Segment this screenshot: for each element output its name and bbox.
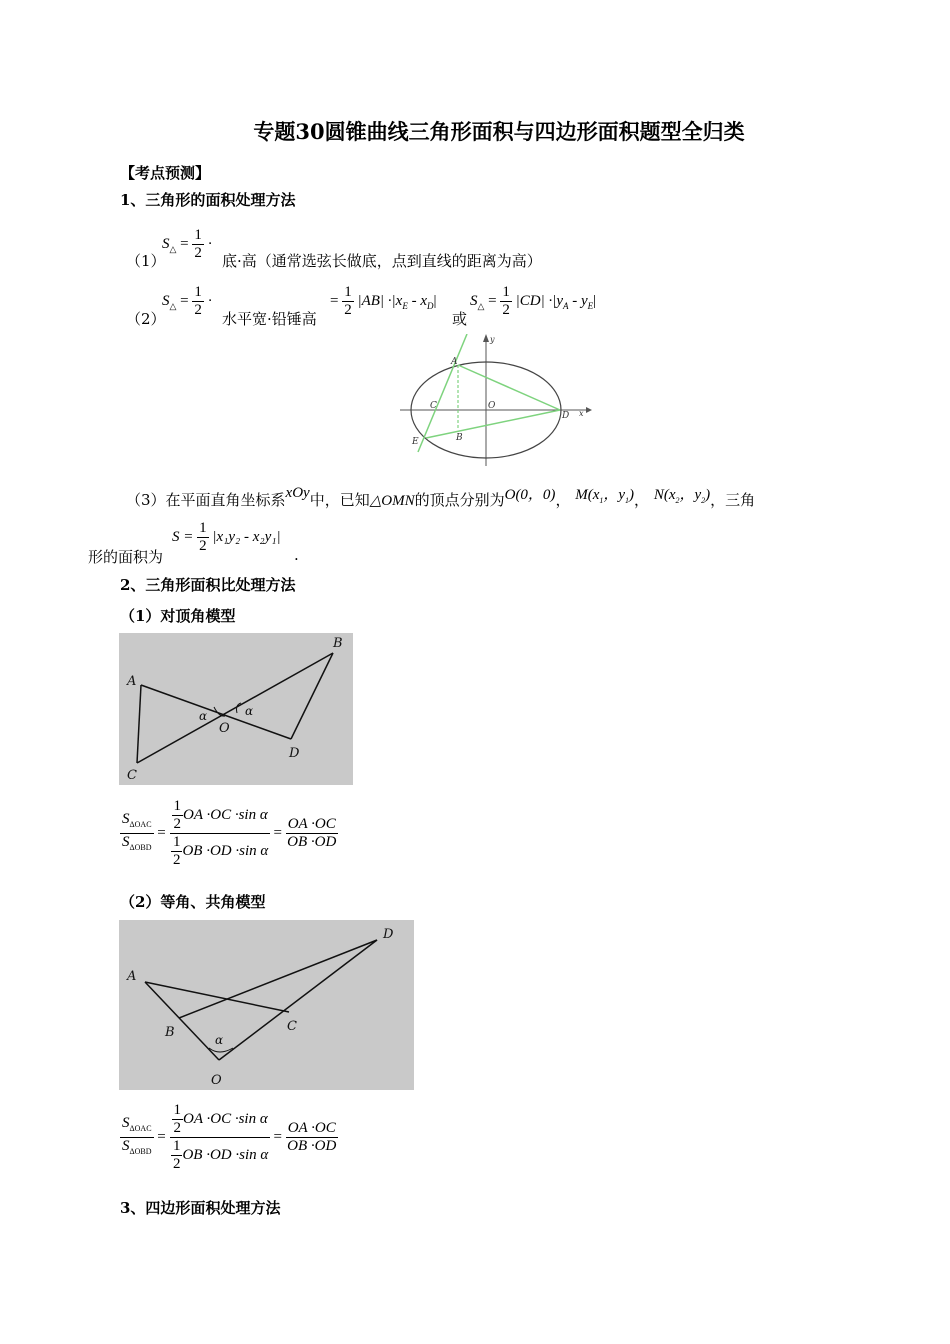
section-heading: 【考点预测】: [120, 164, 211, 182]
svg-text:B: B: [165, 1025, 175, 1040]
period: .: [294, 546, 299, 564]
svg-text:B: B: [333, 636, 343, 651]
label-x: x: [579, 409, 584, 418]
xoy: xOy: [285, 485, 310, 501]
sub-equal-angle: （2）等角、共角模型: [120, 893, 266, 911]
svg-text:O: O: [211, 1073, 222, 1088]
point-o: O(0，0): [504, 487, 556, 503]
svg-text:C: C: [287, 1019, 297, 1034]
svg-text:A: A: [127, 969, 137, 984]
label-D: D: [562, 411, 570, 421]
ratio-formula-1: $\frac{S_{\Delta OAC}}{S_{\Delta OBD}}$ = $\frac{1}{2}$ OA ·OC ·sin α $\frac{1}{2}$ OB ·OD ·sin α = $\frac{OA \cdot OC}{OB \cdot OD}$: [122, 798, 337, 868]
heading-triangle-area: 1、三角形的面积处理方法: [120, 191, 296, 209]
item3-formula: S = $\frac{1}{2}$ |x₁y₂ - x₂y₁|: [172, 520, 281, 554]
sub-vertical-angle: （1）对顶角模型: [120, 607, 236, 625]
point-m: $M(x_1$，$y_1$): [575, 487, 635, 505]
item3-line2: 形的面积为: [88, 548, 164, 566]
svg-text:α: α: [245, 704, 254, 718]
svg-text:α: α: [199, 709, 208, 723]
svg-text:O: O: [219, 721, 230, 736]
ellipse-figure: [396, 334, 592, 472]
ratio-formula-2: $\frac{S_{\Delta OAC}}{S_{\Delta OBD}}$ = $\frac{1}{2}$ OA ·OC ·sin α $\frac{1}{2}$ OB ·OD ·sin α = $\frac{OA \cdot OC}{OB \cdot OD}$: [122, 1102, 337, 1172]
item2-or: 或: [452, 310, 468, 328]
label-A: A: [451, 357, 458, 367]
svg-text:α: α: [215, 1033, 224, 1047]
item1-prefix: （1）: [126, 252, 166, 270]
eq-sign: =: [180, 235, 189, 252]
item2-prefix: （2）: [126, 310, 166, 328]
half-fraction: $\frac{1}{2}$: [194, 227, 202, 261]
page-title: 专题30圆锥曲线三角形面积与四边形面积题型全归类: [253, 119, 745, 144]
item3-line1: （3）在平面直角坐标系xOy中，已知△OMN的顶点分别为O(0，0)， $M(x_1$，$y_1$)， $N(x_2$，$y_2$)，三角: [126, 485, 756, 509]
label-C: C: [430, 401, 437, 411]
dot: ·: [207, 235, 213, 252]
s-symbol: S: [162, 235, 170, 252]
label-E: E: [412, 437, 419, 447]
item2-formula-cd: $S_\triangle$ = $\frac{1}{2}$ $|CD| \cdot|y_A - y_E|$: [470, 284, 597, 318]
tri-sub: △: [169, 243, 177, 254]
item2-formula-left: $S_\triangle$ = $\frac{1}{2}$ ·: [162, 284, 213, 318]
heading-area-ratio: 2、三角形面积比处理方法: [120, 576, 296, 594]
item1-formula: [162, 227, 213, 262]
vertical-angle-figure: [119, 633, 353, 785]
svg-text:D: D: [383, 927, 394, 942]
label-B: B: [456, 433, 463, 443]
item2-formula-ab: = $\frac{1}{2}$ $|AB| \cdot|x_E - x_D|$: [330, 284, 437, 318]
item2-text: 水平宽·铅锤高: [222, 310, 317, 328]
svg-text:C: C: [127, 768, 137, 783]
label-y: y: [490, 335, 495, 344]
item1-text: 底·高（通常选弦长做底，点到直线的距离为高）: [222, 252, 542, 270]
svg-text:D: D: [289, 746, 300, 761]
svg-text:A: A: [127, 674, 137, 689]
label-O: O: [488, 401, 496, 411]
point-n: $N(x_2$，$y_2$): [653, 487, 711, 505]
heading-quadrilateral-area: 3、四边形面积处理方法: [120, 1199, 281, 1217]
triangle-omn: △OMN: [369, 493, 415, 509]
common-angle-figure: [119, 920, 414, 1090]
